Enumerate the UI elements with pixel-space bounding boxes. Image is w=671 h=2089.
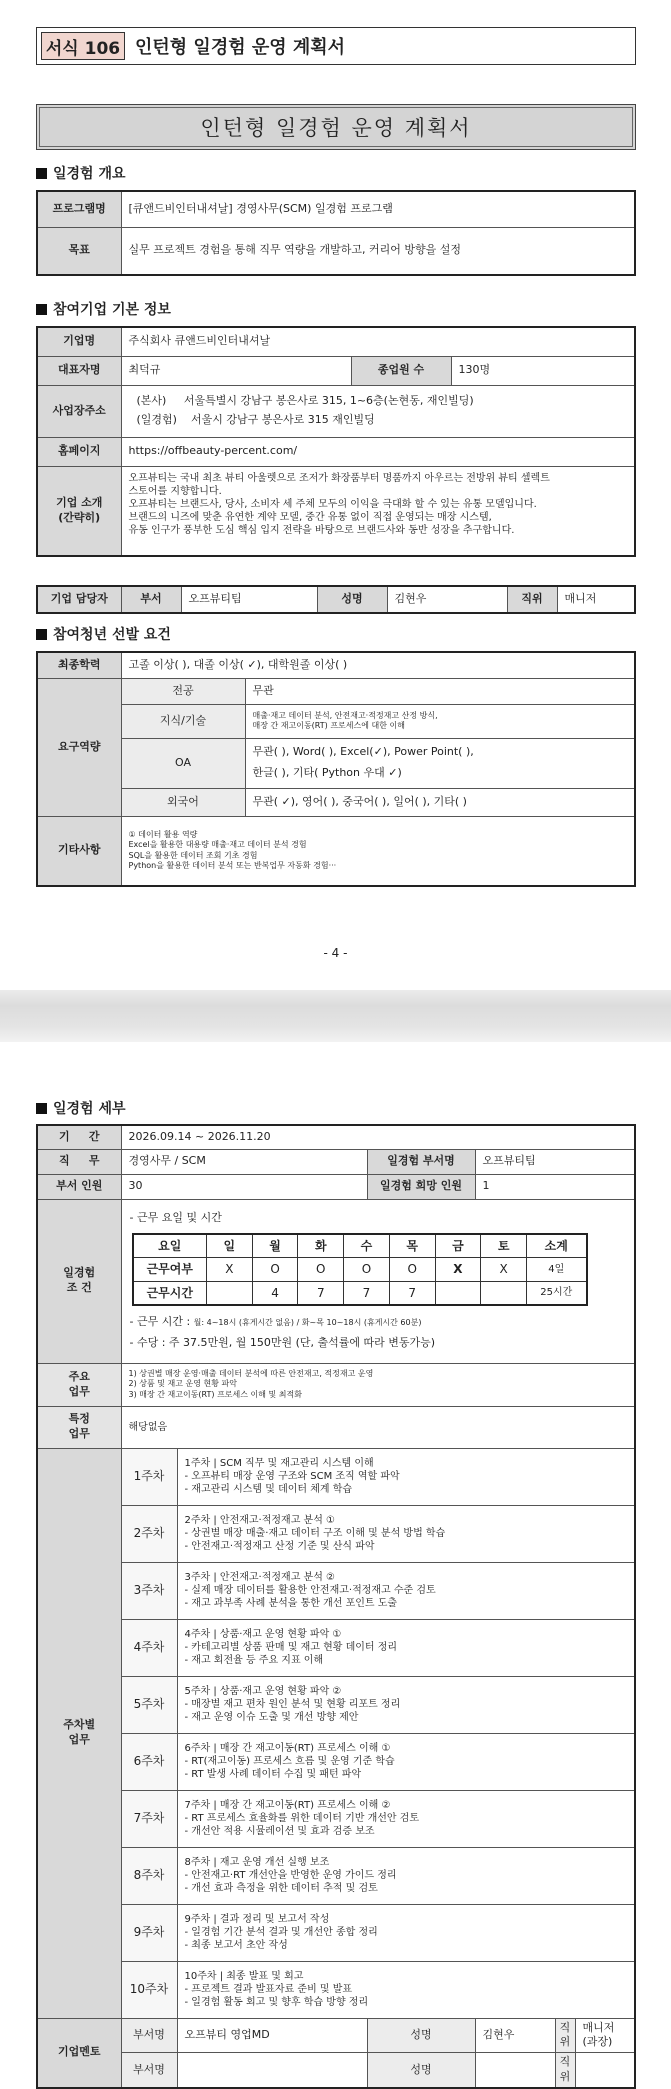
selection-table	[36, 651, 636, 887]
hope-count-value: 1	[475, 1174, 635, 1199]
manager-position-label: 직위	[507, 586, 557, 613]
week-content: 9주차 | 결과 정리 및 보고서 작성 - 일경험 기간 분석 결과 및 개선안 종합 정리 - 최종 보고서 초안 작성	[177, 1904, 635, 1961]
major-value: 무관	[245, 678, 635, 704]
competency-label: 요구역량	[37, 678, 121, 816]
ceo-value: 최덕규	[121, 356, 351, 385]
form-title: 인턴형 일경험 운영 계획서	[135, 37, 346, 58]
manager-name-label: 성명	[317, 586, 387, 613]
week-label: 6주차	[121, 1733, 177, 1790]
mentor2-name-value	[475, 2053, 555, 2088]
week-label: 1주차	[121, 1448, 177, 1505]
week-content: 5주차 | 상품·재고 운영 현황 파악 ② - 매장별 재고 편차 원인 분석 및 현황 리포트 정리 - 재고 운영 이슈 도출 및 개선 방향 제안	[177, 1676, 635, 1733]
manager-dept-value: 오프뷰티팀	[181, 586, 317, 613]
schedule-header: 월	[252, 1234, 298, 1258]
schedule-cell: 7	[344, 1281, 390, 1305]
manager-dept-label: 부서	[121, 586, 181, 613]
mentor-dept-label: 부서명	[121, 2018, 177, 2053]
square-bullet-icon	[36, 304, 47, 315]
schedule-cell	[481, 1281, 527, 1305]
job-value: 경영사무 / SCM	[121, 1149, 367, 1174]
week-content: 3주차 | 안전재고·적정재고 분석 ② - 실제 매장 데이터를 활용한 안전재고·적정재고 수준 검토 - 재고 과부족 사례 분석을 통한 개선 포인트 도출	[177, 1562, 635, 1619]
mentor-position-label: 직위	[555, 2018, 575, 2053]
manager-table	[36, 585, 636, 614]
education-label: 최종학력	[37, 652, 121, 678]
square-bullet-icon	[36, 1103, 47, 1114]
intro-value: 오프뷰티는 국내 최초 뷰티 아울렛으로 조저가 화장품부터 명품까지 아우르는 전방위 뷰티 셀렉트 스토어를 지향합니다. 오프뷰티는 브랜드사, 당사, 소비자 세 주체 모두의 이익을 극대화 할 수 있는 유통 모델입니다. 브랜드의 니즈에 맞춘 유연한 계약 모델, 중간 유통 없이 직접 운영되는 매장 시스템, 유동 인구가 풍부한 도심 핵심 입지 전략을 바탕으로 브랜드사와 동반 성장을 추구합니다.	[121, 466, 635, 556]
schedule-cell: O	[344, 1258, 390, 1281]
main-task-value: 1) 상권별 매장 운영·매출 데이터 분석에 따른 안전재고, 적정재고 운영 2) 상품 및 재고 운영 현황 파악 3) 매장 간 재고이동(RT) 프로세스 이해 및 최적화	[121, 1363, 635, 1406]
form-code-badge: 서식 106	[41, 32, 125, 60]
period-label: 기 간	[37, 1125, 121, 1149]
program-value: [큐앤드비인터내셔날] 경영사무(SCM) 일경험 프로그램	[121, 191, 635, 227]
language-value: 무관( ✓), 영어( ), 중국어( ), 일어( ), 기타( )	[245, 788, 635, 816]
mentor2-name-label: 성명	[367, 2053, 475, 2088]
dept-name-label: 일경험 부서명	[367, 1149, 475, 1174]
mentor-name-label: 성명	[367, 2018, 475, 2053]
week-content: 1주차 | SCM 직무 및 재고관리 시스템 이해 - 오프뷰티 매장 운영 구조와 SCM 조직 역할 파악 - 재고관리 시스템 및 데이터 체계 학습	[177, 1448, 635, 1505]
company-name-label: 기업명	[37, 327, 121, 356]
goal-label: 목표	[37, 227, 121, 275]
homepage-label: 홈페이지	[37, 437, 121, 466]
staff-value: 30	[121, 1174, 367, 1199]
manager-name-value: 김현우	[387, 586, 507, 613]
schedule-cell: 7	[298, 1281, 344, 1305]
schedule-cell: X	[435, 1258, 481, 1281]
document-page-2	[0, 1042, 671, 2084]
condition-value	[121, 1199, 635, 1363]
weekly-task-label: 주차별 업무	[37, 1448, 121, 2018]
language-label: 외국어	[121, 788, 245, 816]
document-title-box	[36, 104, 636, 150]
week-content: 4주차 | 상품·재고 운영 현황 파악 ① - 카테고리별 상품 판매 및 재고 현황 데이터 정리 - 재고 회전율 등 주요 지표 이해	[177, 1619, 635, 1676]
main-task-label: 주요 업무	[37, 1363, 121, 1406]
goal-value: 실무 프로젝트 경험을 통해 직무 역량을 개발하고, 커리어 방향을 설정	[121, 227, 635, 275]
page-separator	[0, 990, 671, 1042]
schedule-header: 토	[481, 1234, 527, 1258]
schedule-cell: 4	[252, 1281, 298, 1305]
section-heading-company: 참여기업 기본 정보	[36, 299, 171, 319]
schedule-row-label: 근무시간	[133, 1281, 207, 1305]
mentor-dept-value: 오프뷰티 영업MD	[177, 2018, 367, 2053]
schedule-header: 요일	[133, 1234, 207, 1258]
overview-table	[36, 190, 636, 276]
address-hq: 서울특별시 강남구 봉은사로 315, 1~6층(논현동, 재인빌딩)	[183, 394, 474, 408]
schedule-header: 금	[435, 1234, 481, 1258]
intro-label: 기업 소개 (간략히)	[37, 466, 121, 556]
ceo-label: 대표자명	[37, 356, 121, 385]
etc-label: 기타사항	[37, 816, 121, 886]
schedule-header: 일	[207, 1234, 253, 1258]
section-heading-overview: 일경험 개요	[36, 163, 126, 183]
special-task-value: 해당없음	[121, 1406, 635, 1448]
condition-label: 일경험 조 건	[37, 1199, 121, 1363]
week-label: 8주차	[121, 1847, 177, 1904]
schedule-subtotal: 4일	[527, 1258, 587, 1281]
square-bullet-icon	[36, 168, 47, 179]
week-content: 2주차 | 안전재고·적정재고 분석 ① - 상권별 매장 매출·재고 데이터 구조 이해 및 분석 방법 학습 - 안전재고·적정재고 산정 기준 및 산식 파악	[177, 1505, 635, 1562]
job-label: 직 무	[37, 1149, 121, 1174]
program-label: 프로그램명	[37, 191, 121, 227]
schedule-cell: X	[481, 1258, 527, 1281]
schedule-cell: O	[389, 1258, 435, 1281]
schedule-cell	[207, 1281, 253, 1305]
schedule-header: 목	[389, 1234, 435, 1258]
week-label: 5주차	[121, 1676, 177, 1733]
address-label: 사업장주소	[37, 385, 121, 437]
week-content: 8주차 | 재고 운영 개선 실행 보조 - 안전재고·RT 개선안을 반영한 운영 가이드 정리 - 개선 효과 측정을 위한 데이터 추적 및 검토	[177, 1847, 635, 1904]
schedule-header: 수	[344, 1234, 390, 1258]
etc-value: ① 데이터 활용 역량 Excel을 활용한 대용량 매출·재고 데이터 분석 경험 SQL을 활용한 데이터 조회 기초 경험 Python을 활용한 데이터 분석 또는 반복업무 자동화 경험···	[121, 816, 635, 886]
week-label: 4주차	[121, 1619, 177, 1676]
employee-count-value: 130명	[451, 356, 635, 385]
mentor-position-value: 매니저(과장)	[575, 2018, 635, 2053]
employee-count-label: 종업원 수	[351, 356, 451, 385]
work-hours: - 근무 시간 : 월: 4~18시 (휴게시간 없음) / 화~목 10~18시 (휴게시간 60분)	[129, 1314, 422, 1328]
document-title: 인턴형 일경험 운영 계획서	[200, 116, 472, 140]
staff-label: 부서 인원	[37, 1174, 121, 1199]
week-label: 3주차	[121, 1562, 177, 1619]
schedule-header: 소계	[527, 1234, 587, 1258]
pay-info: - 수당 : 주 37.5만원, 월 150만원 (단, 출석률에 따라 변동가능)	[129, 1335, 436, 1349]
education-value: 고졸 이상( ), 대졸 이상( ✓), 대학원졸 이상( )	[121, 652, 635, 678]
form-header	[36, 27, 636, 65]
schedule-cell: O	[252, 1258, 298, 1281]
period-value: 2026.09.14 ~ 2026.11.20	[121, 1125, 635, 1149]
page-number: - 4 -	[323, 946, 348, 960]
schedule-subtotal: 25시간	[527, 1281, 587, 1305]
schedule-table	[132, 1233, 588, 1306]
mentor2-position-label: 직위	[555, 2053, 575, 2088]
address-experience: 서울시 강남구 봉은사로 315 재인빌딩	[190, 413, 375, 426]
section-heading-selection: 참여청년 선발 요건	[36, 624, 171, 644]
mentor-name-value: 김현우	[475, 2018, 555, 2053]
hope-count-label: 일경험 희망 인원	[367, 1174, 475, 1199]
week-label: 7주차	[121, 1790, 177, 1847]
skill-value: 매출·재고 데이터 분석, 안전재고·적정재고 산정 방식, 매장 간 재고이동(RT) 프로세스에 대한 이해	[245, 704, 635, 738]
special-task-label: 특정 업무	[37, 1406, 121, 1448]
mentor2-position-value	[575, 2053, 635, 2088]
week-label: 2주차	[121, 1505, 177, 1562]
schedule-title: - 근무 요일 및 시간	[129, 1211, 222, 1225]
address-value: (본사) 서울특별시 강남구 봉은사로 315, 1~6층(논현동, 재인빌딩) (일경험) 서울시 강남구 봉은사로 315 재인빌딩	[121, 385, 635, 437]
detail-table	[36, 1124, 636, 2089]
skill-label: 지식/기술	[121, 704, 245, 738]
week-content: 7주차 | 매장 간 재고이동(RT) 프로세스 이해 ② - RT 프로세스 효율화를 위한 데이터 기반 개선안 검토 - 개선안 적용 시뮬레이션 및 효과 검증 보조	[177, 1790, 635, 1847]
square-bullet-icon	[36, 629, 47, 640]
schedule-row-label: 근무여부	[133, 1258, 207, 1281]
schedule-header: 화	[298, 1234, 344, 1258]
week-label: 10주차	[121, 1961, 177, 2018]
dept-name-value: 오프뷰티팀	[475, 1149, 635, 1174]
company-table	[36, 326, 636, 557]
section-heading-detail: 일경험 세부	[36, 1098, 126, 1118]
week-content: 10주차 | 최종 발표 및 회고 - 프로젝트 결과 발표자료 준비 및 발표 - 일경험 활동 회고 및 향후 학습 방향 정리	[177, 1961, 635, 2018]
manager-label: 기업 담당자	[37, 586, 121, 613]
company-name-value: 주식회사 큐앤드비인터내셔날	[121, 327, 635, 356]
homepage-link[interactable]: https://offbeauty-percent.com/	[121, 437, 635, 466]
document-page-1	[0, 0, 671, 990]
schedule-cell	[435, 1281, 481, 1305]
week-label: 9주차	[121, 1904, 177, 1961]
mentor-label: 기업멘토	[37, 2018, 121, 2088]
major-label: 전공	[121, 678, 245, 704]
oa-value: 무관( ), Word( ), Excel(✓), Power Point( ), 한글( ), 기타( Python 우대 ✓)	[245, 738, 635, 788]
oa-label: OA	[121, 738, 245, 788]
schedule-cell: O	[298, 1258, 344, 1281]
manager-position-value: 매니저	[557, 586, 635, 613]
mentor2-dept-value	[177, 2053, 367, 2088]
schedule-cell: X	[207, 1258, 253, 1281]
mentor2-dept-label: 부서명	[121, 2053, 177, 2088]
week-content: 6주차 | 매장 간 재고이동(RT) 프로세스 이해 ① - RT(재고이동) 프로세스 흐름 및 운영 기준 학습 - RT 발생 사례 데이터 수집 및 패턴 파악	[177, 1733, 635, 1790]
schedule-cell: 7	[389, 1281, 435, 1305]
